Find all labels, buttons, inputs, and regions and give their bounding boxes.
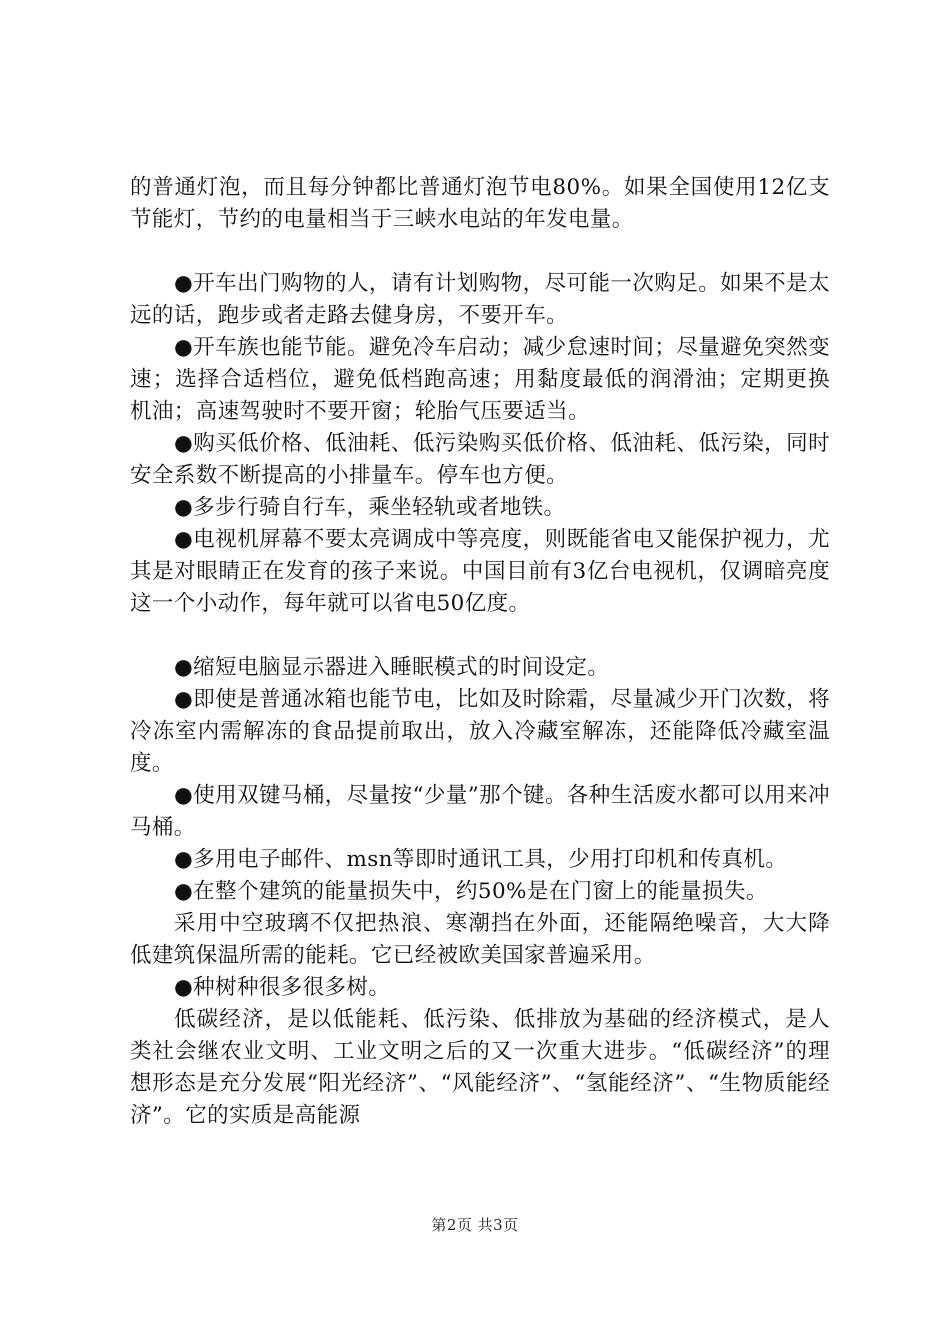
- paragraph-11: ●在整个建筑的能量损失中，约50%是在门窗上的能量损失。: [174, 879, 768, 904]
- paragraph-9: ●使用双键马桶，尽量按“少量”那个键。各种生活废水都可以用来冲马桶。: [130, 783, 830, 840]
- paragraph-2: ●开车出门购物的人，请有计划购物，尽可能一次购足。如果不是太远的话，跑步或者走路去健身房，不要开车。: [130, 271, 830, 328]
- paragraph-3: ●开车族也能节能。避免冷车启动；减少怠速时间；尽量避免突然变速；选择合适档位，避免低档跑高速；用黏度最低的润滑油；定期更换机油；高速驾驶时不要开窗；轮胎气压要适当。: [130, 335, 830, 424]
- paragraph-12: 采用中空玻璃不仅把热浪、寒潮挡在外面，还能隔绝噪音，大大降低建筑保温所需的能耗。它已经被欧美国家普遍采用。: [130, 911, 830, 968]
- page-number-footer: 第2页 共3页: [431, 1216, 519, 1234]
- paragraph-7: ●缩短电脑显示器进入睡眠模式的时间设定。: [174, 655, 610, 680]
- paragraph-6: ●电视机屏幕不要太亮调成中等亮度，则既能省电又能保护视力，尤其是对眼睛正在发育的孩子来说。中国目前有3亿台电视机，仅调暗亮度这一个小动作，每年就可以省电50亿度。: [130, 527, 830, 616]
- paragraph-1: 的普通灯泡，而且每分钟都比普通灯泡节电80%。如果全国使用12亿支节能灯，节约的电量相当于三峡水电站的年发电量。: [130, 175, 830, 232]
- paragraph-8: ●即使是普通冰箱也能节电，比如及时除霜，尽量减少开门次数，将冷冻室内需解冻的食品提前取出，放入冷藏室解冻，还能降低冷藏室温度。: [130, 687, 830, 776]
- paragraph-10: ●多用电子邮件、msn等即时通讯工具，少用打印机和传真机。: [174, 847, 788, 872]
- document-body: [130, 172, 830, 1132]
- paragraph-5: ●多步行骑自行车，乘坐轻轨或者地铁。: [174, 495, 566, 520]
- paragraph-13: ●种树种很多很多树。: [174, 975, 391, 1000]
- paragraph-14: 低碳经济，是以低能耗、低污染、低排放为基础的经济模式，是人类社会继农业文明、工业文明之后的又一次重大进步。“低碳经济”的理想形态是充分发展“阳光经济”、“风能经济”、“氢能经济”、“生物质能经济”。它的实质是高能源: [130, 1007, 830, 1128]
- paragraph-4: ●购买低价格、低油耗、低污染购买低价格、低油耗、低污染，同时安全系数不断提高的小排量车。停车也方便。: [130, 431, 830, 488]
